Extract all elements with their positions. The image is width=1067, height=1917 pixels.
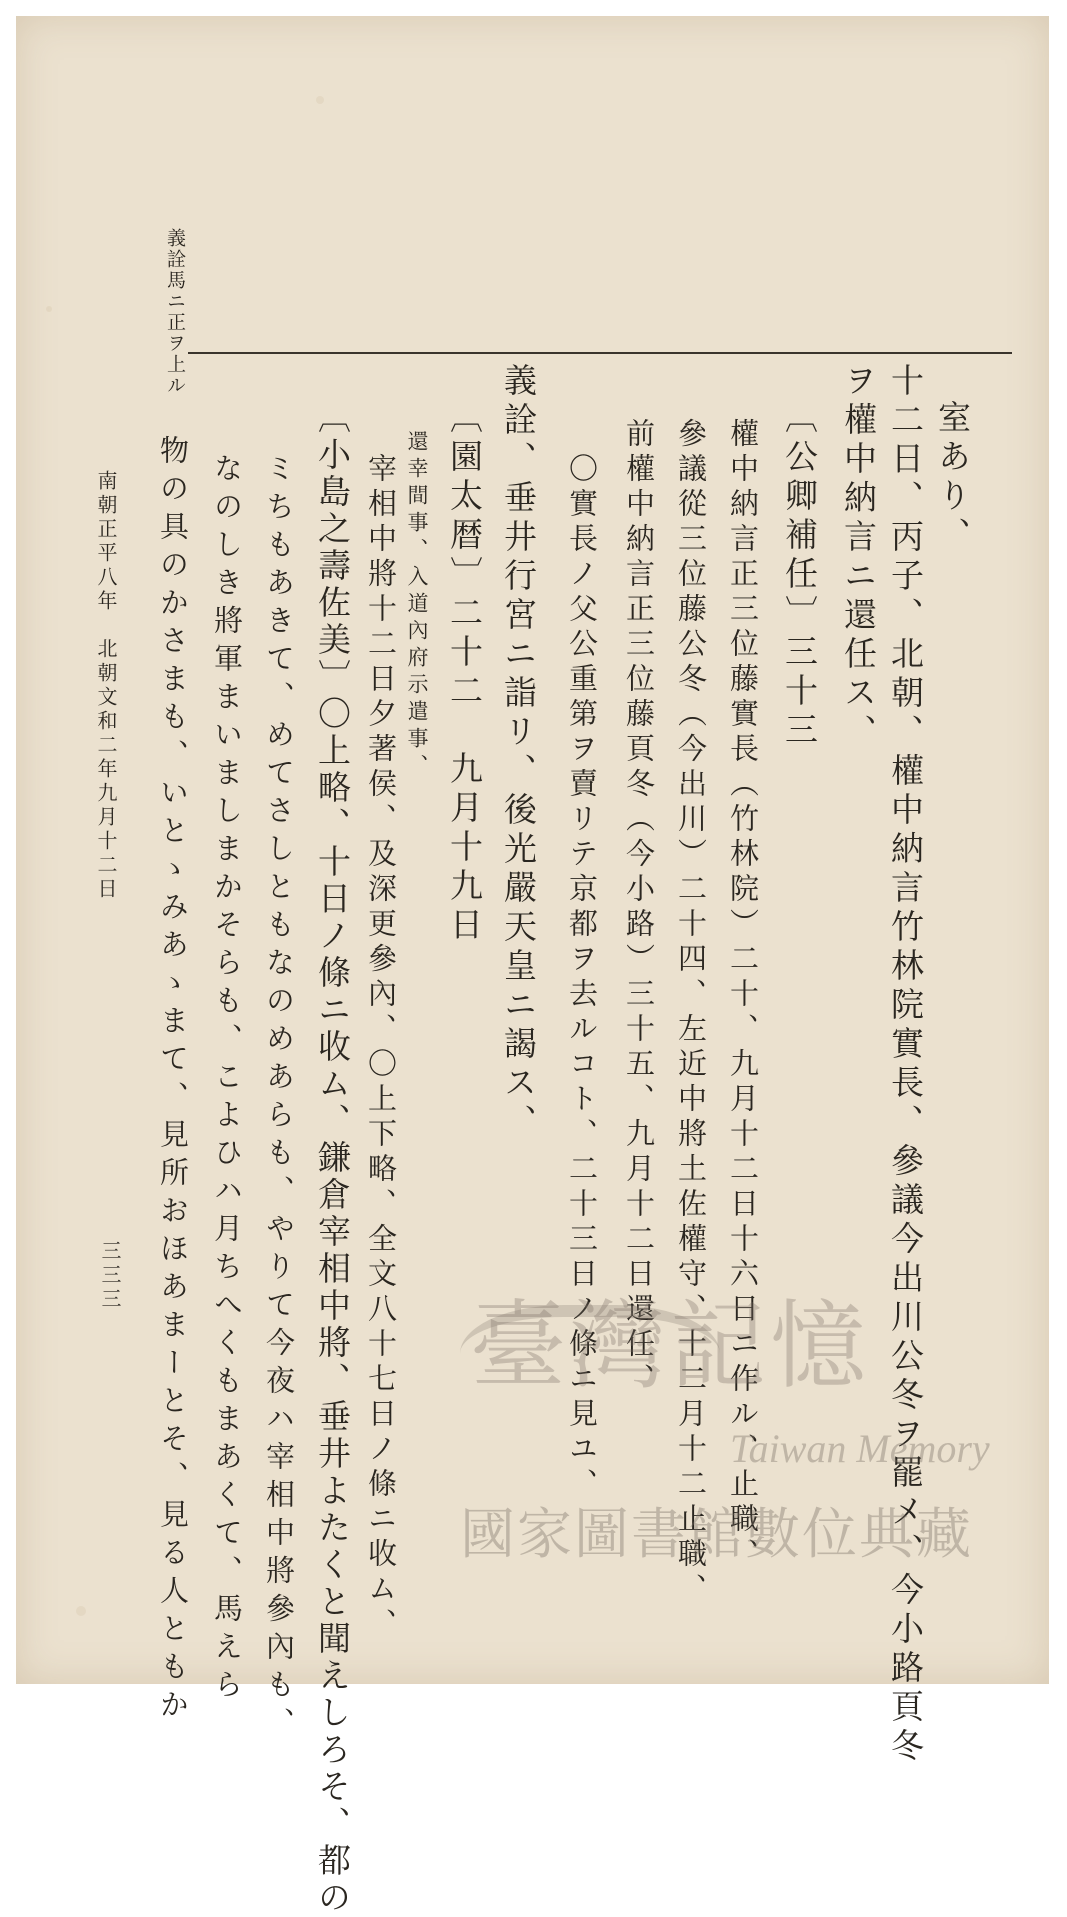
text-column-6: 參議從三位藤公冬（今出川）二十四、左近中將土佐權守、十二月十二止職、 bbox=[674, 418, 708, 1608]
footer-date: 南朝正平八年 北朝文和二年九月十二日 bbox=[94, 470, 118, 902]
watermark-logo-glyphs: 臺灣記憶 bbox=[470, 1290, 870, 1402]
watermark-english: Taiwan Memory bbox=[730, 1426, 990, 1471]
text-column-2: 十二日、丙子、北朝、權中納言竹林院實長、參議今出川公冬ヲ罷メ、今小路頁冬 bbox=[886, 363, 925, 1767]
header-rule bbox=[188, 352, 1012, 354]
text-column-5: 權中納言正三位藤實長（竹林院）二十、九月十二日十六日ニ作ル、止職、 bbox=[726, 418, 760, 1573]
text-column-1: 室あり、 bbox=[933, 400, 972, 556]
text-column-14: ミちもあきて、めてさしともなのめあらも、やりて今夜ハ宰相中將參內も、 bbox=[262, 453, 296, 1745]
section-heading-kojima: 〔小島之壽佐美〕〇上略、十日ノ條ニ收ム、鎌倉宰相中將、垂井よたくと聞えしろそ、都の bbox=[313, 400, 352, 1917]
text-column-12: 宰相中將十二日夕著侯、及深更參內、〇上下略、全文八十七日ノ條ニ收ム、 bbox=[364, 453, 398, 1643]
text-column-7: 前權中納言正三位藤頁冬（今小路）三十五、九月十二日還任、 bbox=[622, 418, 656, 1398]
entry-heading-yoshiakira: 義詮、垂井行宮ニ詣リ、後光嚴天皇ニ謁ス、 bbox=[499, 363, 538, 1143]
text-column-15: なのしき將軍まいましまかそらも、こよひハ月ちへくもまあくて、馬えら bbox=[210, 453, 244, 1707]
margin-note: 義詮馬ニ正ヲ上ル bbox=[164, 228, 186, 396]
text-column-3: ヲ權中納言ニ還任ス、 bbox=[839, 363, 878, 753]
text-column-16: 物の具のかさまも、いとゝみあゝまて、見所おほあまーとそ、見る人ともか bbox=[156, 435, 190, 1727]
section-heading-entairyaku: 〔園太暦〕二十二 九月十九日 bbox=[445, 400, 484, 946]
paper-stain bbox=[76, 1606, 86, 1616]
paper-stain bbox=[316, 96, 324, 104]
note-column: 〇實長ノ父公重第ヲ賣リテ京都ヲ去ルコト、二十三日ノ條ニ見ユ、 bbox=[565, 453, 599, 1503]
page-number: 三三三 bbox=[98, 1240, 122, 1312]
section-heading-kugyo-bunin: 〔公卿補任〕三十三 bbox=[780, 400, 819, 751]
paper-stain bbox=[46, 306, 52, 312]
text-column-11: 還幸間事、入道內府示遣事、 bbox=[405, 430, 429, 781]
watermark-chinese: 國家圖書館數位典藏 bbox=[460, 1503, 974, 1565]
